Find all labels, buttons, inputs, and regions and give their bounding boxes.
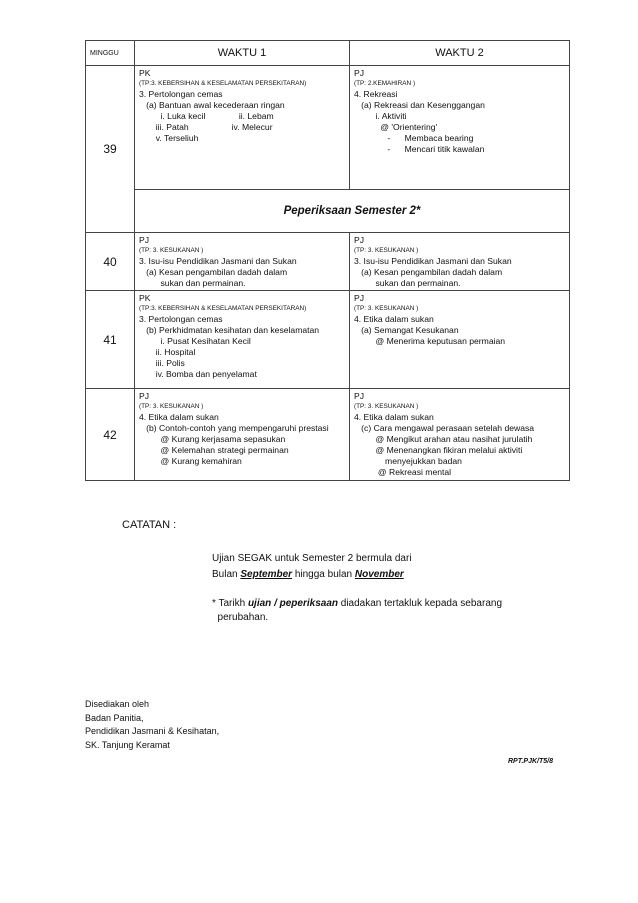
document-code: RPT.PJK/T5/8: [508, 758, 553, 765]
tarikh-prefix: * Tarikh: [212, 598, 248, 609]
footer-line: SK. Tanjung Keramat: [85, 739, 170, 750]
segak-mid: hingga bulan: [292, 569, 355, 580]
waktu-2-cell: [350, 233, 570, 291]
topic-line: i. Aktiviti: [354, 111, 407, 121]
header-waktu-2: WAKTU 2: [350, 41, 570, 66]
topic-line: @ Kurang kemahiran: [139, 456, 242, 466]
tarikh-line-2: perubahan.: [212, 612, 269, 623]
table-row: [86, 66, 570, 190]
waktu-1-cell: [135, 389, 350, 481]
segak-month-end: November: [354, 569, 404, 580]
topic-line: 4. Etika dalam sukan: [139, 412, 219, 422]
topic-line: @ Menenangkan fikiran melalui aktiviti: [354, 445, 523, 455]
topic-line: v. Terseliuh: [139, 133, 199, 143]
subject-code: PJ: [354, 391, 365, 401]
subject-code: PJ: [354, 68, 365, 78]
topic-line: ii. Hospital: [139, 347, 196, 357]
topic-line: iii. Polis: [139, 358, 185, 368]
topic-line: menyejukkan badan: [354, 456, 462, 466]
topic-line: iii. Patah iv. Melecur: [139, 122, 273, 132]
catatan-label: CATATAN :: [122, 519, 177, 531]
topic-line: 3. Pertolongan cemas: [139, 89, 223, 99]
topic-line: 4. Rekreasi: [354, 89, 398, 99]
segak-prefix: Bulan: [212, 569, 241, 580]
tp-label: (TP: 3. KESUKANAN ): [354, 403, 419, 410]
subject-code: PK: [139, 293, 151, 303]
topic-line: 4. Etika dalam sukan: [354, 412, 434, 422]
tp-label: (TP:3. KEBERSIHAN & KESELAMATAN PERSEKITARAN): [139, 80, 307, 87]
topic-line: (a) Bantuan awal kecederaan ringan: [139, 100, 285, 110]
topic-line: - Mencari titik kawalan: [354, 144, 485, 154]
tp-label: (TP: 3. KESUKANAN ): [354, 247, 419, 254]
header-waktu-1: WAKTU 1: [135, 41, 350, 66]
header-minggu: MINGGU: [86, 41, 135, 66]
waktu-1-cell: [135, 66, 350, 190]
topic-line: @ Kurang kerjasama sepasukan: [139, 434, 286, 444]
tarikh-line-1: [212, 598, 502, 609]
tp-label: (TP: 3. KESUKANAN ): [139, 247, 204, 254]
table-header-row: [86, 41, 570, 66]
topic-line: (b) Contoh-contoh yang mempengaruhi prestasi: [139, 423, 329, 433]
topic-line: @ Menerima keputusan permaian: [354, 336, 506, 346]
week-number: 40: [86, 233, 135, 291]
exam-row: [86, 190, 570, 233]
tp-label: (TP: 2.KEMAHIRAN ): [354, 80, 416, 87]
footer-line: Disediakan oleh: [85, 699, 150, 709]
footer-line: Badan Panitia,: [85, 712, 144, 723]
footer-line: Pendidikan Jasmani & Kesihatan,: [85, 726, 220, 736]
subject-code: PJ: [139, 235, 150, 245]
week-number: 42: [86, 389, 135, 481]
topic-line: - Membaca bearing: [354, 133, 474, 143]
topic-line: i. Luka kecil ii. Lebam: [139, 111, 274, 121]
segak-line-1: Ujian SEGAK untuk Semester 2 bermula dari: [212, 553, 412, 564]
topic-line: (a) Rekreasi dan Kesenggangan: [354, 100, 485, 110]
week-number: 41: [86, 291, 135, 389]
segak-line-2: [212, 569, 404, 580]
tp-label: (TP:3. KEBERSIHAN & KESELAMATAN PERSEKITARAN): [139, 305, 307, 312]
topic-line: 3. Pertolongan cemas: [139, 314, 223, 324]
topic-line: (b) Perkhidmatan kesihatan dan keselamatan: [139, 325, 320, 335]
table-row: [86, 233, 570, 291]
topic-line: 3. Isu-isu Pendidikan Jasmani dan Sukan: [139, 256, 297, 266]
segak-month-start: September: [240, 569, 293, 580]
topic-line: 3. Isu-isu Pendidikan Jasmani dan Sukan: [354, 256, 512, 266]
topic-line: (a) Kesan pengambilan dadah dalam: [354, 267, 503, 277]
topic-line: @ Kelemahan strategi permainan: [139, 445, 289, 455]
week-number: 39: [86, 66, 135, 233]
topic-line: @ 'Orientering': [354, 122, 438, 132]
subject-code: PK: [139, 68, 151, 78]
waktu-2-cell: [350, 291, 570, 389]
exam-banner: Peperiksaan Semester 2*: [135, 190, 570, 233]
topic-line: sukan dan permainan.: [354, 278, 461, 288]
table-row: [86, 291, 570, 389]
topic-line: i. Pusat Kesihatan Kecil: [139, 336, 251, 346]
tarikh-rest: diadakan tertakluk kepada sebarang: [338, 598, 503, 609]
waktu-2-cell: [350, 389, 570, 481]
topic-line: @ Rekreasi mental: [354, 467, 452, 477]
prepared-by: [85, 698, 219, 752]
topic-line: (a) Semangat Kesukanan: [354, 325, 459, 335]
topic-line: iv. Bomba dan penyelamat: [139, 369, 257, 379]
topic-line: sukan dan permainan.: [139, 278, 246, 288]
waktu-2-cell: [350, 66, 570, 190]
subject-code: PJ: [354, 293, 365, 303]
waktu-1-cell: [135, 233, 350, 291]
table-row: [86, 389, 570, 481]
waktu-1-cell: [135, 291, 350, 389]
tarikh-bold: ujian / peperiksaan: [247, 598, 338, 609]
tp-label: (TP: 3. KESUKANAN ): [354, 305, 419, 312]
subject-code: PJ: [354, 235, 365, 245]
schedule-table: [85, 40, 570, 481]
tp-label: (TP: 3. KESUKANAN ): [139, 403, 204, 410]
topic-line: 4. Etika dalam sukan: [354, 314, 434, 324]
topic-line: @ Mengikut arahan atau nasihat jurulatih: [354, 434, 533, 444]
subject-code: PJ: [139, 391, 150, 401]
topic-line: (a) Kesan pengambilan dadah dalam: [139, 267, 288, 277]
topic-line: (c) Cara mengawal perasaan setelah dewasa: [354, 423, 535, 433]
